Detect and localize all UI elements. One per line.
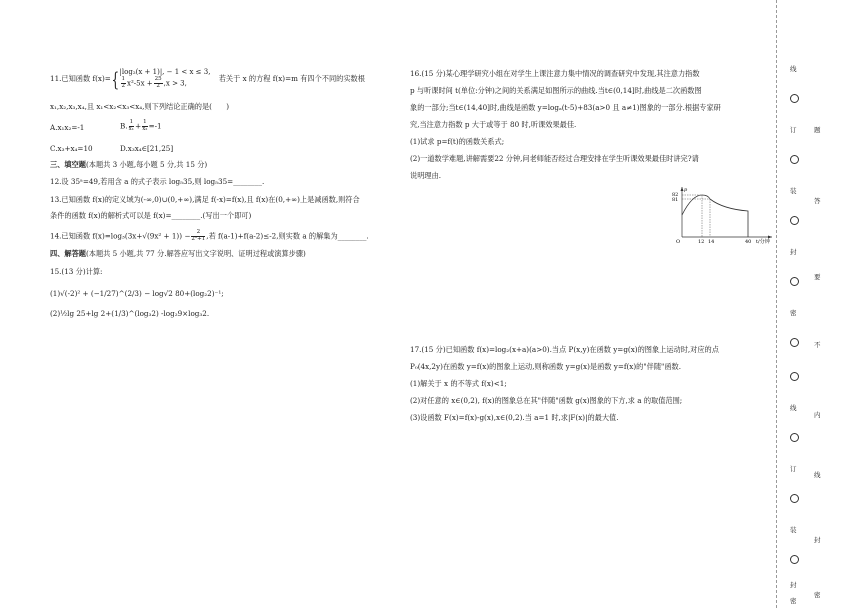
q11-option-c: C.x₃+x₄=10 <box>50 144 93 153</box>
q11-option-a: A.x₁x₂=-1 <box>50 123 85 132</box>
binding-char: 装 <box>790 526 797 534</box>
q17-line2: P₀(4x,2y)在函数 y=f(x)的图象上运动,则称函数 y=g(x)是函数 y=f(x)的"伴随"函数. <box>410 362 682 371</box>
binding-char: 订 <box>790 465 797 473</box>
binding-char: 密 <box>790 597 797 605</box>
binding-hole <box>790 338 799 347</box>
q16-line3: 象的一部分;当t∈(14,40]时,曲线是函数 y=logₐ(t-5)+83(a>0 且 a≠1)图象的一部分.根据专家研 <box>410 103 721 112</box>
section4-heading: 四、解答题(本题共 5 小题,共 77 分.解答应写出文字说明、证明过程或演算步骤) <box>50 249 306 258</box>
q11-condition: 若关于 x 的方程 f(x)=m 有四个不同的实数根 <box>218 73 365 83</box>
binding-char: 封 <box>814 536 821 544</box>
q11-25-2: $\frac{25}{2}$ <box>154 76 162 89</box>
binding-hole <box>790 555 799 564</box>
q16-line4: 究,当注意力指数 p 大于或等于 80 时,听课效果最佳. <box>410 120 577 129</box>
binding-char: 封 <box>790 248 797 256</box>
q13-line1: 13.已知函数 f(x)的定义域为(-∞,0)∪(0,+∞),满足 f(-x)=f(x),且 f(x)在(0,+∞)上是减函数,则符合 <box>50 195 360 204</box>
binding-hole <box>790 216 799 225</box>
q12: 12.设 35ᵃ=49,若用含 a 的式子表示 log₅35,则 log₅35=________. <box>50 177 265 186</box>
graph-origin: O <box>676 239 681 245</box>
binding-char: 不 <box>814 341 821 349</box>
graph-y82: 82 <box>672 192 679 198</box>
binding-char: 题 <box>814 126 821 134</box>
binding-char: 要 <box>814 273 821 281</box>
attention-curve <box>682 195 748 237</box>
q11-case1: |log₂(x + 1)|, − 1 < x ≤ 3, <box>119 68 211 76</box>
graph-x12: 12 <box>698 239 705 245</box>
graph-x40: 40 <box>745 239 752 245</box>
q14-fraction: $\frac{2}{\text{2ˣ+1}}$ <box>191 229 206 242</box>
binding-char: 订 <box>790 126 797 134</box>
binding-hole <box>790 372 799 381</box>
binding-char: 线 <box>790 404 797 412</box>
q17-sub2: (2)对任意的 x∈(0,2), f(x)的图象总在其"伴随"函数 g(x)图象的下方,求 a 的取值范围; <box>410 396 683 405</box>
binding-line <box>776 0 778 608</box>
q15: 15.(13 分)计算: <box>50 267 103 276</box>
q11-stem: 11.已知函数 f(x)= <box>50 73 111 83</box>
graph-x-label: t/分钟 <box>756 239 770 245</box>
q17-line1: 17.(15 分)已知函数 f(x)=log₂(x+a)(a>0).当点 P(x,y)在函数 y=g(x)的图象上运动时,对应的点 <box>410 345 719 354</box>
binding-char: 答 <box>814 197 821 205</box>
q11-line2: x₁,x₂,x₃,x₄,且 x₁<x₂<x₃<x₄,则下列结论正确的是( ) <box>50 102 230 111</box>
binding-char: 装 <box>790 187 797 195</box>
binding-char: 封 <box>790 581 797 589</box>
q13-line2: 条件的函数 f(x)的解析式可以是 f(x)=________.(写出一个即可) <box>50 211 252 220</box>
q15-part2: (2)½lg 25+lg 2+(1/3)^(log₃2) -log₂9×log₃2. <box>50 309 210 318</box>
q16-line1: 16.(15 分)某心理学研究小组在对学生上课注意力集中情况的调查研究中发现,其注意力指数 <box>410 69 700 78</box>
q11-line1: 11.已知函数 f(x)={|log₂(x + 1)|, − 1 < x ≤ 3, $\frac{1}{2}$ x²-5x + $\frac{25}{2}$ ,x > 3, 若关于 x 的方程 f(x)=m 有四个不同的实数根 <box>50 66 365 91</box>
q11-option-b: B. $\frac{1}{\text{x₁}}$ + $\frac{1}{\text{x₂}}$ =-1 <box>120 119 162 132</box>
binding-hole <box>790 433 799 442</box>
binding-char: 线 <box>814 471 821 479</box>
q15-part1: (1)√(-2)² + (−1/27)^(2/3) − log√2 80+(log₂2)⁻¹; <box>50 289 224 298</box>
q16-sub1: (1)试求 p=f(t)的函数关系式; <box>410 137 505 146</box>
graph-y-label: p <box>684 187 688 193</box>
q11-cases: |log₂(x + 1)|, − 1 < x ≤ 3, $\frac{1}{2}$ x²-5x + $\frac{25}{2}$ ,x > 3, <box>119 68 211 89</box>
binding-char: 内 <box>814 411 821 419</box>
q11-half: $\frac{1}{2}$ <box>121 76 126 89</box>
binding-char: 密 <box>814 591 821 599</box>
binding-hole <box>790 94 799 103</box>
graph-x14: 14 <box>708 239 715 245</box>
q14: 14.已知函数 f(x)=log₃(3x+√(9x² + 1)) − $\frac{2}{\text{2ˣ+1}}$ ,若 f(a-1)+f(a-2)≤-2,则实数 a 的解集为________. <box>50 229 369 242</box>
q17-sub3: (3)设函数 F(x)=f(x)-g(x),x∈(0,2).当 a=1 时,求|F(x)|的最大值. <box>410 413 619 422</box>
binding-hole <box>790 494 799 503</box>
binding-hole <box>790 277 799 286</box>
q17-sub1: (1)解关于 x 的不等式 f(x)<1; <box>410 379 507 388</box>
q16-line2: p 与听课时间 t(单位:分钟)之间的关系满足如图所示的曲线.当t∈(0,14]时,曲线是二次函数图 <box>410 86 702 95</box>
section3-heading: 三、填空题(本题共 3 小题,每小题 5 分,共 15 分) <box>50 160 208 169</box>
q11-option-d: D.x₃x₄∈[21,25] <box>120 144 174 153</box>
binding-char: 密 <box>790 309 797 317</box>
graph-y81: 81 <box>672 197 679 203</box>
q16-sub3: 说明理由. <box>410 171 442 180</box>
attention-curve-graph <box>668 185 778 245</box>
binding-hole <box>790 155 799 164</box>
q16-sub2: (2)一道数学难题,讲解需要22 分钟,问老师能否经过合理安排在学生听课效果最佳时讲完?请 <box>410 154 699 163</box>
binding-char: 线 <box>790 65 797 73</box>
